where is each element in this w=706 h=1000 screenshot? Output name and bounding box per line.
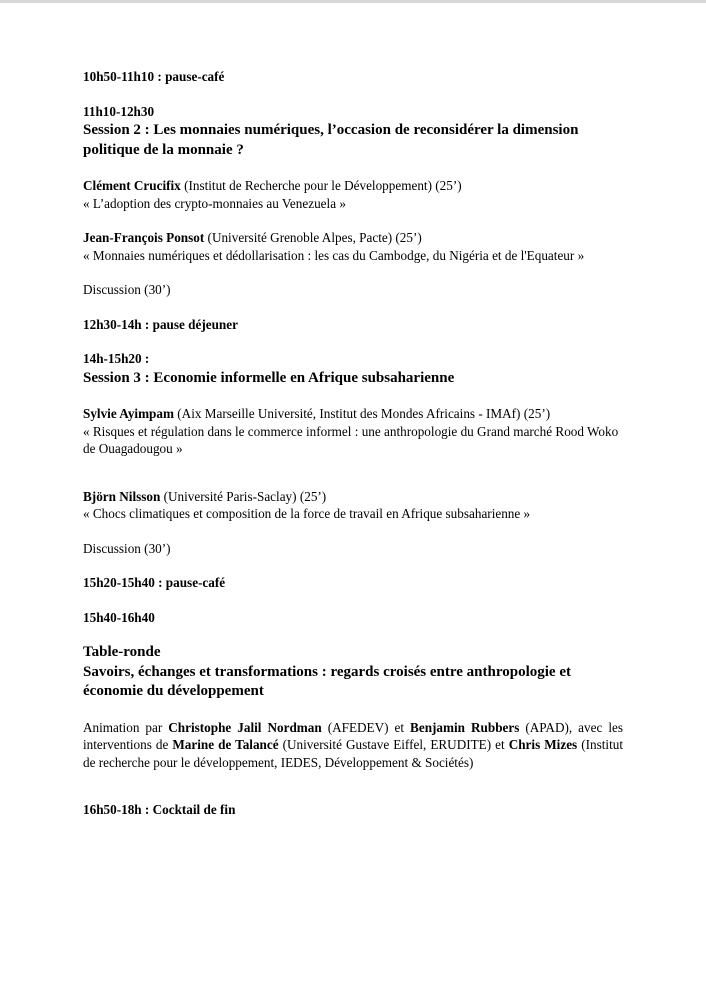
session-2-discussion: Discussion (30’) [83, 282, 171, 297]
talk-ayimpam [83, 405, 623, 458]
session-3-title: Session 3 : Economie informelle en Afrique subsaharienne [83, 369, 455, 386]
roundtable-label: Table-ronde [83, 644, 161, 660]
talk-crucifix [83, 177, 623, 212]
pause-cafe-1: 10h50-11h10 : pause-café [83, 69, 225, 84]
moderator-name: Christophe Jalil Nordman [168, 719, 322, 735]
animation-text: (AFEDEV) et [321, 719, 411, 735]
talk-speaker-line [83, 488, 623, 506]
animation-text: (Université Gustave Eiffel, ERUDITE) et [278, 737, 509, 752]
speaker-affiliation: (Université Paris-Saclay) (25’) [160, 488, 327, 504]
speaker-name: Björn Nilsson [83, 488, 161, 504]
speaker-name: Clément Crucifix [83, 178, 181, 193]
talk-speaker-line [83, 229, 623, 247]
animation-text: Animation par [83, 719, 169, 735]
program-content [83, 68, 623, 819]
roundtable-time: 15h40-16h40 [83, 609, 155, 625]
session-3 [83, 350, 623, 557]
pause-cafe-2: 15h20-15h40 : pause-café [83, 575, 226, 590]
session-3-time: 14h-15h20 : [83, 351, 150, 366]
lunch-break: 12h30-14h : pause déjeuner [83, 316, 238, 332]
talk-title: « Monnaies numériques et dédollarisation : les cas du Cambodge, du Nigéria et de l'Equateur » [83, 247, 585, 263]
session-2-title: Session 2 : Les monnaies numériques, l’occasion de reconsidérer la dimension politique de la monnaie ? [83, 122, 579, 158]
roundtable [83, 643, 623, 771]
roundtable-title: Savoirs, échanges et transformations : regards croisés entre anthropologie et économie du développement [83, 663, 571, 699]
speaker-name: Sylvie Ayimpam [83, 406, 174, 421]
talk-title: « L’adoption des crypto-monnaies au Venezuela » [83, 195, 346, 211]
session-3-discussion: Discussion (30’) [83, 540, 171, 556]
moderator-name: Benjamin Rubbers [410, 719, 520, 735]
talk-speaker-line [83, 405, 623, 423]
animation-text: (APAD), avec les interventions de [83, 719, 623, 752]
session-2 [83, 103, 623, 299]
talk-title: « Chocs climatiques et composition de la force de travail en Afrique subsaharienne » [83, 506, 531, 521]
talk-ponsot [83, 229, 623, 264]
talk-title: « Risques et régulation dans le commerce informel : une anthropologie du Grand marché Rood Woko de Ouagadougou » [83, 423, 619, 456]
speaker-affiliation: (Institut de Recherche pour le Développement) (25’) [180, 178, 462, 193]
panelist-name: Marine de Talancé [172, 737, 279, 752]
talk-speaker-line [83, 177, 623, 195]
speaker-name: Jean-François Ponsot [83, 230, 205, 245]
speaker-affiliation: (Aix Marseille Université, Institut des Mondes Africains - IMAf) (25’) [173, 406, 551, 421]
session-2-time: 11h10-12h30 [83, 103, 155, 119]
talk-nilsson [83, 488, 623, 523]
roundtable-animation [83, 719, 623, 772]
panelist-name: Chris Mizes [508, 737, 578, 752]
animation-text: (Institut de recherche pour le développement, IEDES, Développement & Sociétés) [83, 737, 623, 770]
page-top-border [0, 0, 706, 3]
speaker-affiliation: (Université Grenoble Alpes, Pacte) (25’) [204, 230, 422, 245]
closing-cocktail: 16h50-18h : Cocktail de fin [83, 802, 236, 817]
